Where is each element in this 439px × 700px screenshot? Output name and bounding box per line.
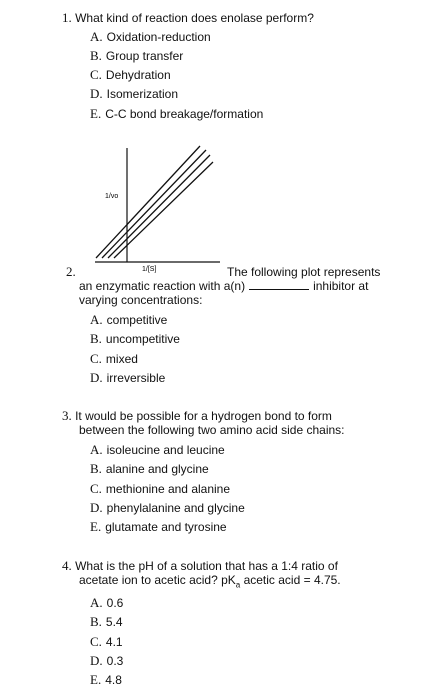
option-text: mixed	[105, 352, 138, 366]
option-letter: D.	[90, 370, 103, 385]
question-3-option-b[interactable]	[90, 461, 209, 477]
question-1-option-e[interactable]	[90, 106, 263, 122]
question-3-number: 3.	[62, 408, 72, 423]
question-1-option-c[interactable]	[90, 67, 171, 83]
question-2-number	[66, 264, 76, 280]
question-4-option-c[interactable]	[90, 634, 123, 650]
question-2-text-part2	[79, 279, 368, 294]
question-4-option-e[interactable]	[90, 672, 122, 688]
question-2-text-part2b: inhibitor at	[313, 279, 369, 293]
option-text: 0.6	[106, 596, 124, 610]
option-text: methionine and alanine	[105, 482, 231, 496]
option-text: uncompetitive	[105, 332, 180, 346]
question-4-prompt-line2	[79, 573, 341, 592]
question-1-option-a[interactable]	[90, 29, 211, 45]
question-3-text-line1: It would be possible for a hydrogen bond to form	[75, 409, 332, 423]
question-4-option-a[interactable]	[90, 595, 123, 611]
option-text: C-C bond breakage/formation	[105, 107, 264, 121]
pka-subscript: a	[235, 580, 241, 590]
question-2-option-b[interactable]	[90, 331, 180, 347]
option-text: Isomerization	[106, 87, 179, 101]
question-2-text-part3: varying concentrations:	[79, 293, 203, 307]
question-2-option-c[interactable]	[90, 351, 138, 367]
option-letter: C.	[90, 481, 102, 496]
question-2-text-part2a: an enzymatic reaction with a(n)	[79, 279, 246, 293]
option-text: irreversible	[106, 371, 166, 385]
option-letter: C.	[90, 351, 102, 366]
option-text: 0.3	[106, 654, 124, 668]
option-text: Dehydration	[105, 68, 171, 82]
option-letter: B.	[90, 614, 102, 629]
question-2-option-a[interactable]	[90, 312, 167, 328]
question-4-text-line1: What is the pH of a solution that has a 1:4 ratio of	[75, 559, 338, 573]
plot-y-label: 1/vo	[105, 193, 119, 200]
option-letter: B.	[90, 461, 102, 476]
question-1-prompt	[62, 10, 314, 26]
question-1-text: What kind of reaction does enolase perform?	[75, 11, 314, 25]
option-letter: E.	[90, 106, 102, 121]
plot-line-3	[108, 155, 210, 258]
option-letter: A.	[90, 595, 103, 610]
option-text: 4.8	[105, 673, 122, 687]
question-3-prompt-line1	[62, 408, 332, 424]
option-text: isoleucine and leucine	[106, 443, 225, 457]
option-letter: D.	[90, 86, 103, 101]
question-2-option-d[interactable]	[90, 370, 165, 386]
option-letter: A.	[90, 312, 103, 327]
option-letter: D.	[90, 653, 103, 668]
option-text: Group transfer	[105, 49, 184, 63]
plot-line-2	[102, 150, 206, 258]
option-letter: E.	[90, 519, 102, 534]
option-letter: B.	[90, 331, 102, 346]
option-text: phenylalanine and glycine	[106, 501, 245, 515]
option-letter: C.	[90, 67, 102, 82]
answer-blank	[249, 279, 309, 290]
plot-line-1	[96, 146, 200, 258]
option-text: alanine and glycine	[105, 462, 209, 476]
question-4-text-line2-pre: acetate ion to acetic acid? pK	[79, 573, 236, 587]
question-4-number: 4.	[62, 558, 72, 573]
option-letter: C.	[90, 634, 102, 649]
option-letter: A.	[90, 29, 103, 44]
question-1-option-b[interactable]	[90, 48, 183, 64]
question-3-option-d[interactable]	[90, 500, 245, 516]
question-4-text-line2-post: acetic acid = 4.75.	[240, 573, 341, 587]
question-4-option-b[interactable]	[90, 614, 123, 630]
question-4-prompt-line1	[62, 558, 338, 574]
lineweaver-burk-plot	[90, 140, 225, 275]
plot-line-4	[114, 162, 213, 258]
question-1-option-d[interactable]	[90, 86, 178, 102]
option-letter: B.	[90, 48, 102, 63]
question-1-number: 1.	[62, 10, 72, 25]
question-3-option-c[interactable]	[90, 481, 230, 497]
option-text: competitive	[106, 313, 168, 327]
option-letter: E.	[90, 672, 102, 687]
option-text: 4.1	[105, 635, 123, 649]
question-3-option-a[interactable]	[90, 442, 225, 458]
option-letter: A.	[90, 442, 103, 457]
plot-x-label: 1/[S]	[142, 266, 157, 273]
option-text: glutamate and tyrosine	[105, 520, 227, 534]
option-letter: D.	[90, 500, 103, 515]
question-2-number-text: 2.	[66, 264, 76, 279]
question-3-prompt-line2: between the following two amino acid side chains:	[79, 423, 345, 437]
question-4-option-d[interactable]	[90, 653, 123, 669]
option-text: Oxidation-reduction	[106, 30, 211, 44]
question-3-option-e[interactable]	[90, 519, 227, 535]
question-2-text-part1: The following plot represents	[227, 265, 381, 279]
option-text: 5.4	[105, 615, 123, 629]
